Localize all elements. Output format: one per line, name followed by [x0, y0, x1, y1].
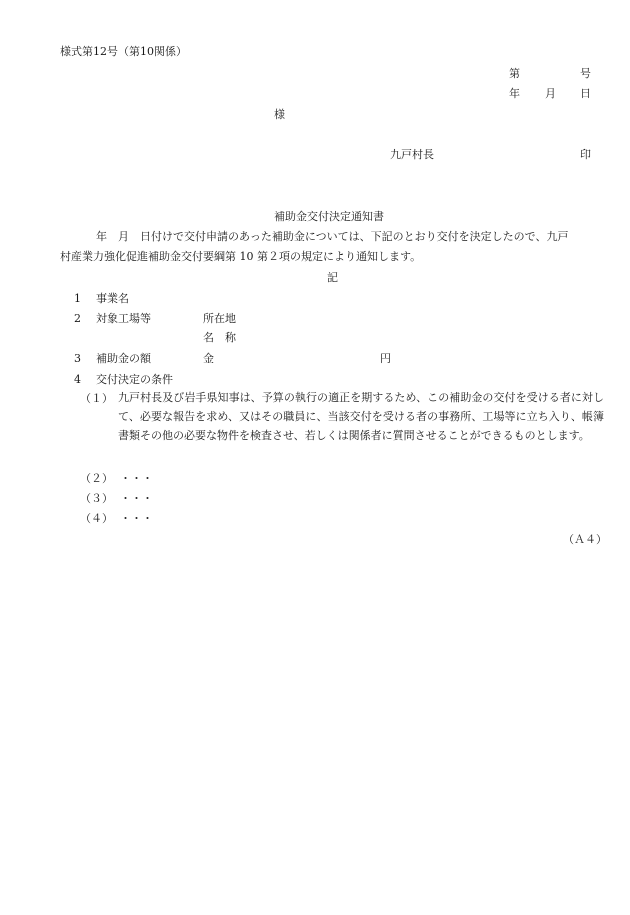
- item-2-number: 2: [74, 312, 81, 325]
- condition-1-body: 九戸村長及び岩手県知事は、予算の執行の適正を期するため、この補助金の交付を受ける者に対して、必要な報告を求め、又はその職員に、当該交付を受ける者の事務所、工場等に立ち入り、帳簿書類その他の必要な物件を検査させ、若しくは関係者に質問させることができるものとします。: [118, 391, 604, 442]
- addressee-honorific: 様: [274, 108, 285, 121]
- paper-size-note: （Ａ４）: [563, 533, 607, 546]
- condition-3-number: （３）: [80, 492, 113, 505]
- item-3-number: 3: [74, 352, 81, 365]
- intro-line-2: 村産業力強化促進補助金交付要綱第 10 第２項の規定により通知します。: [60, 250, 422, 263]
- form-number: 様式第12号（第10関係）: [60, 45, 187, 58]
- item-1-label: 事業名: [96, 292, 129, 305]
- condition-2-text: ・・・: [120, 472, 153, 485]
- intro-line-1: 年 月 日付けで交付申請のあった補助金については、下記のとおり交付を決定したので、九戸: [96, 230, 569, 243]
- issuer-name: 九戸村長: [390, 148, 434, 161]
- item-3-amount-prefix: 金: [203, 352, 214, 365]
- condition-1-number: （１）: [80, 392, 113, 405]
- item-4-label: 交付決定の条件: [96, 373, 173, 386]
- document-number-suffix: 号: [580, 67, 591, 80]
- date-day: 日: [580, 87, 591, 100]
- ki-heading: 記: [327, 271, 338, 284]
- item-3-amount-unit: 円: [380, 352, 391, 365]
- date-year: 年: [509, 87, 520, 100]
- condition-4-number: （４）: [80, 512, 113, 525]
- item-2-location-label: 所在地: [203, 312, 236, 325]
- item-1-number: 1: [74, 292, 81, 305]
- condition-1-text: [118, 388, 604, 445]
- condition-3-text: ・・・: [120, 492, 153, 505]
- item-4-number: 4: [74, 373, 81, 386]
- item-2-name-label: 名 称: [203, 331, 236, 344]
- seal-mark: 印: [580, 148, 591, 161]
- condition-2-number: （２）: [80, 472, 113, 485]
- item-2-label: 対象工場等: [96, 312, 151, 325]
- document-number-prefix: 第: [509, 67, 520, 80]
- date-month: 月: [545, 87, 556, 100]
- condition-4-text: ・・・: [120, 512, 153, 525]
- document-title: 補助金交付決定通知書: [274, 210, 384, 223]
- item-3-label: 補助金の額: [96, 352, 151, 365]
